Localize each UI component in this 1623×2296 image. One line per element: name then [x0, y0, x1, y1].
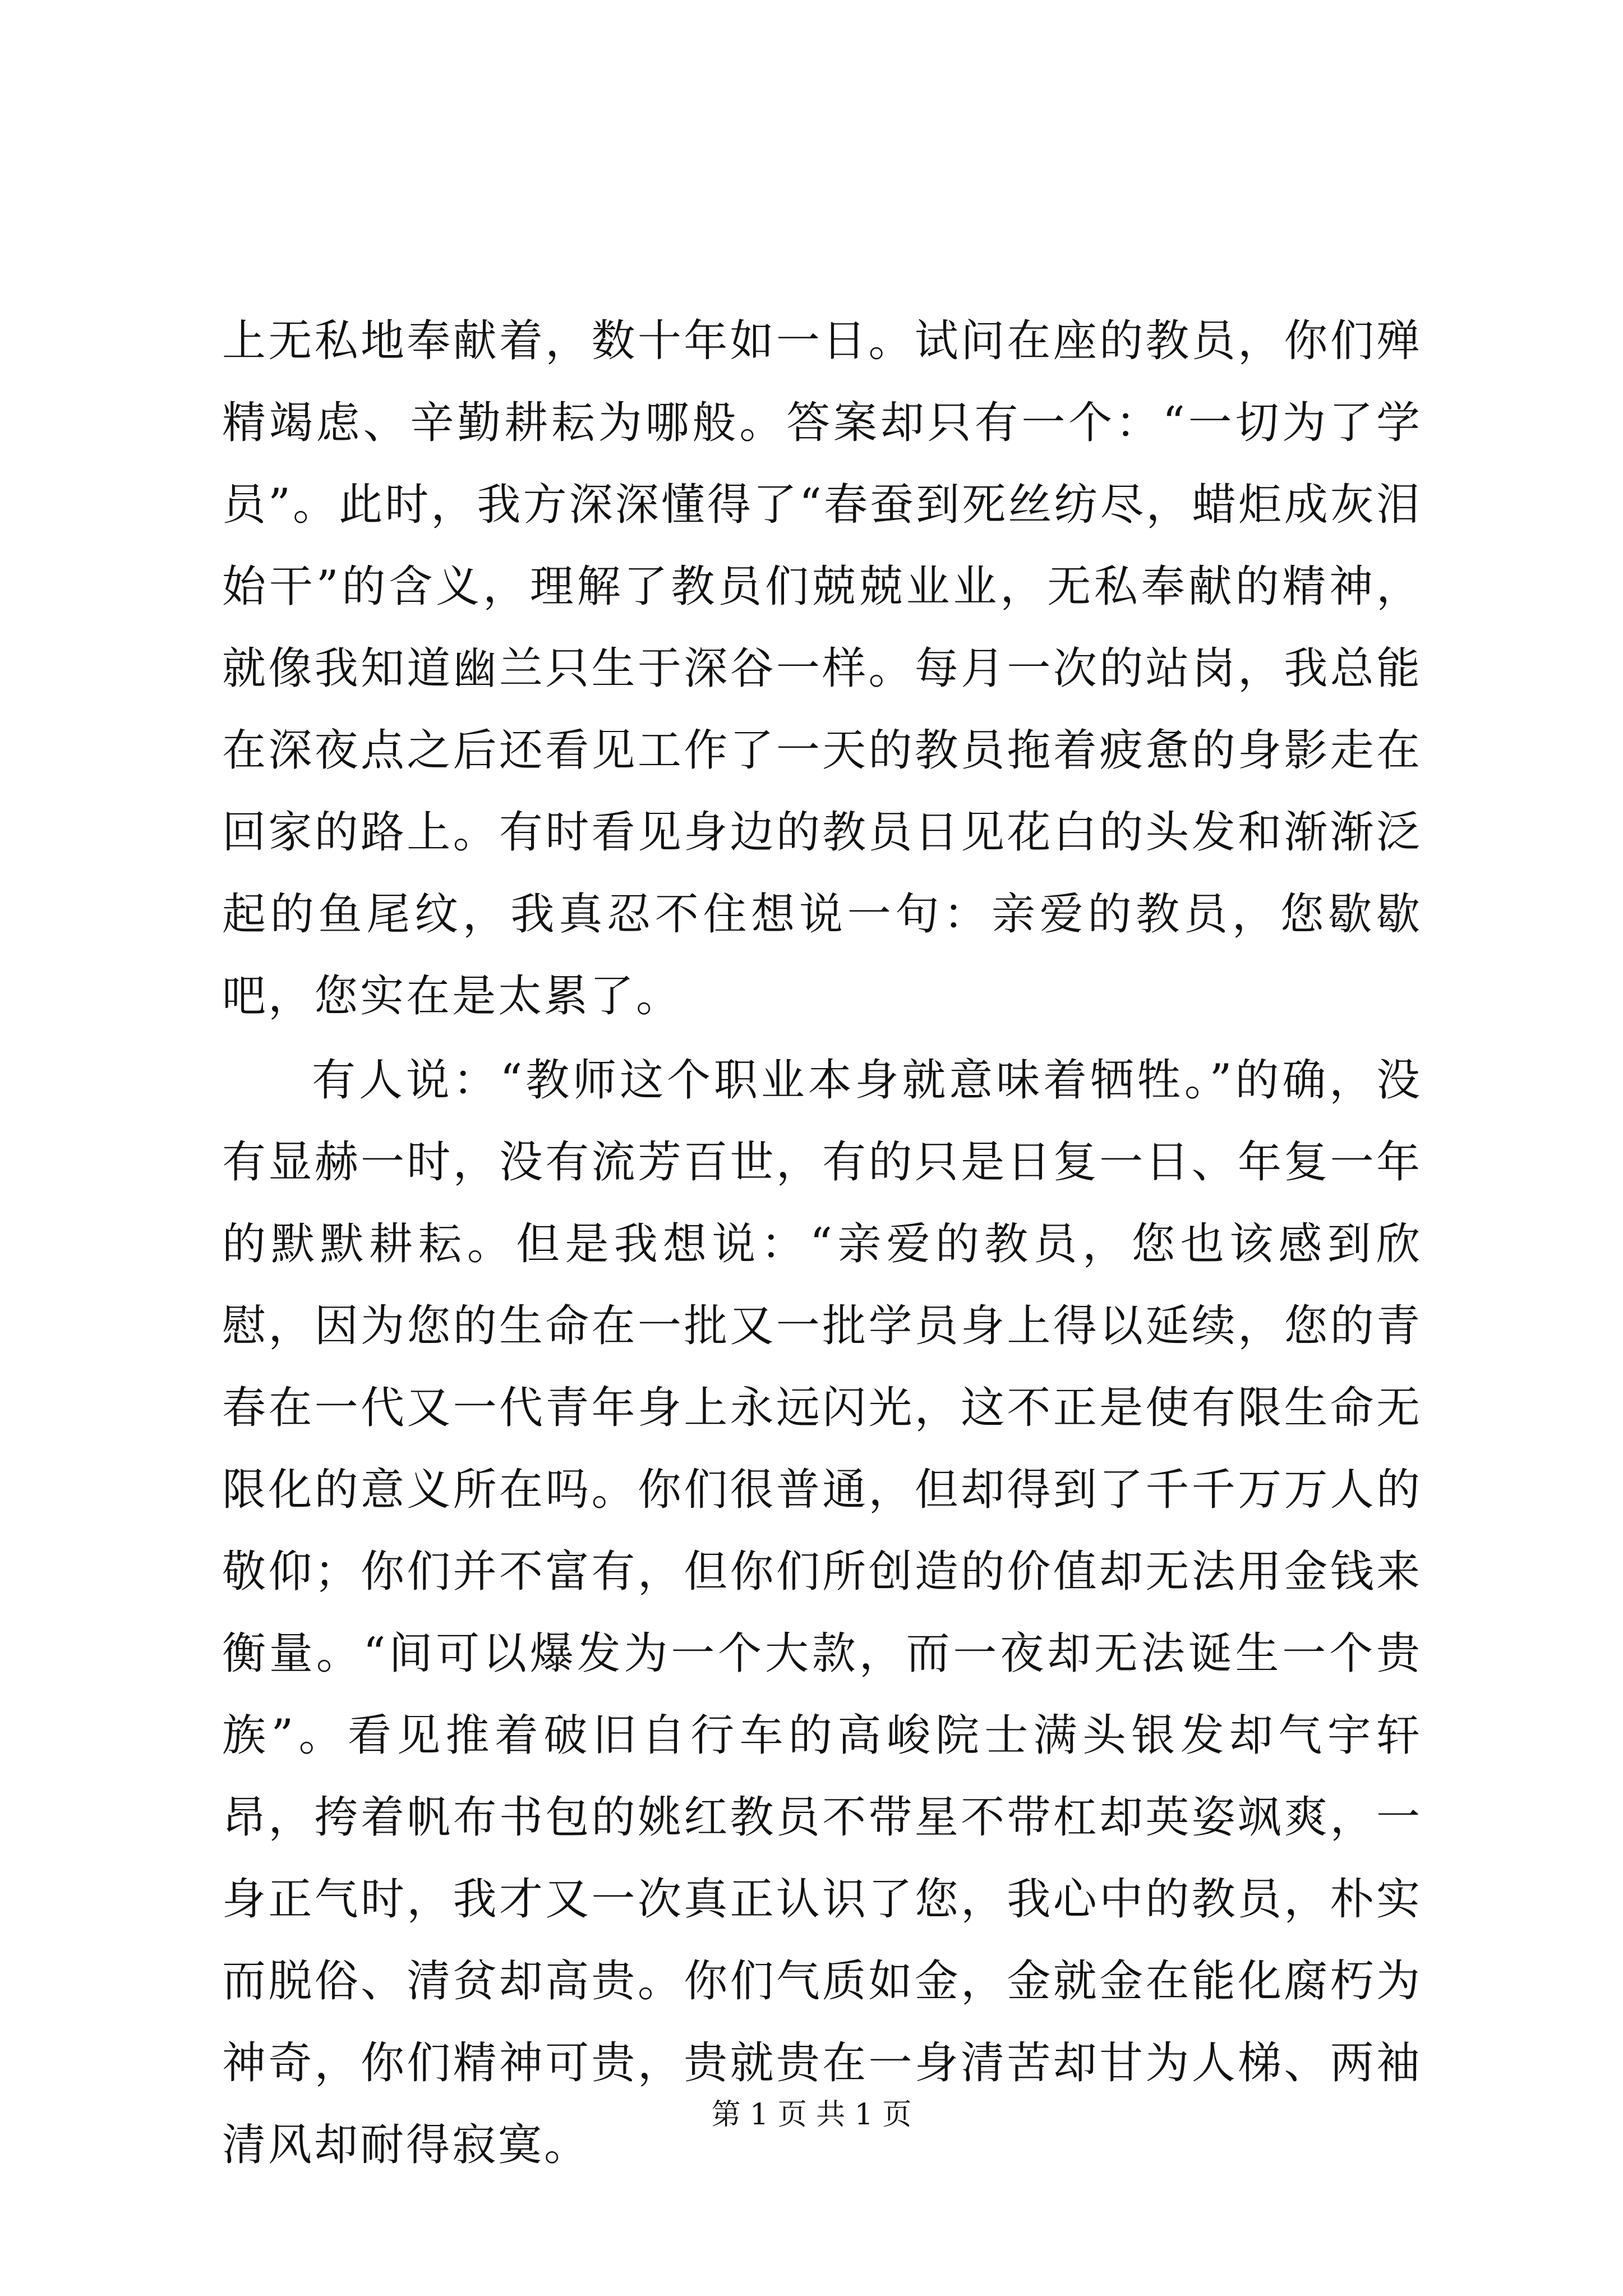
document-body [222, 300, 1422, 2186]
page-footer: 第 1 页 共 1 页 [711, 2098, 912, 2132]
paragraph-2: 有人说：“教师这个职业本身就意味着牺牲。”的确，没有显赫一时，没有流芳百世，有的只是日复一日、年复一年的默默耕耘。但是我想说：“亲爱的教员，您也该感到欣慰，因为您的生命在一批又一批学员身上得以延续，您的青春在一代又一代青年身上永远闪光，这不正是使有限生命无限化的意义所在吗。你们很普通，但却得到了千千万万人的敬仰；你们并不富有，但你们所创造的价值却无法用金钱来衡量。“间可以爆发为一个大款，而一夜却无法诞生一个贵族”。看见推着破旧自行车的高峻院士满头银发却气宇轩昂，挎着帆布书包的姚红教员不带星不带杠却英姿飒爽，一身正气时，我才又一次真正认识了您，我心中的教员，朴实而脱俗、清贫却高贵。你们气质如金，金就金在能化腐朽为神奇，你们精神可贵，贵就贵在一身清苦却甘为人梯、两袖清风却耐得寂寞。 [222, 1055, 1422, 2170]
paragraph-1: 上无私地奉献着，数十年如一日。试问在座的教员，你们殚精竭虑、辛勤耕耘为哪般。答案却只有一个：“一切为了学员”。此时，我方深深懂得了“春蚕到死丝纺尽，蜡炬成灰泪始干”的含义，理解了教员们兢兢业业，无私奉献的精神，就像我知道幽兰只生于深谷一样。每月一次的站岗，我总能在深夜点之后还看见工作了一天的教员拖着疲惫的身影走在回家的路上。有时看见身边的教员日见花白的头发和渐渐泛起的鱼尾纹，我真忍不住想说一句：亲爱的教员，您歇歇吧，您实在是太累了。 [222, 316, 1422, 1022]
